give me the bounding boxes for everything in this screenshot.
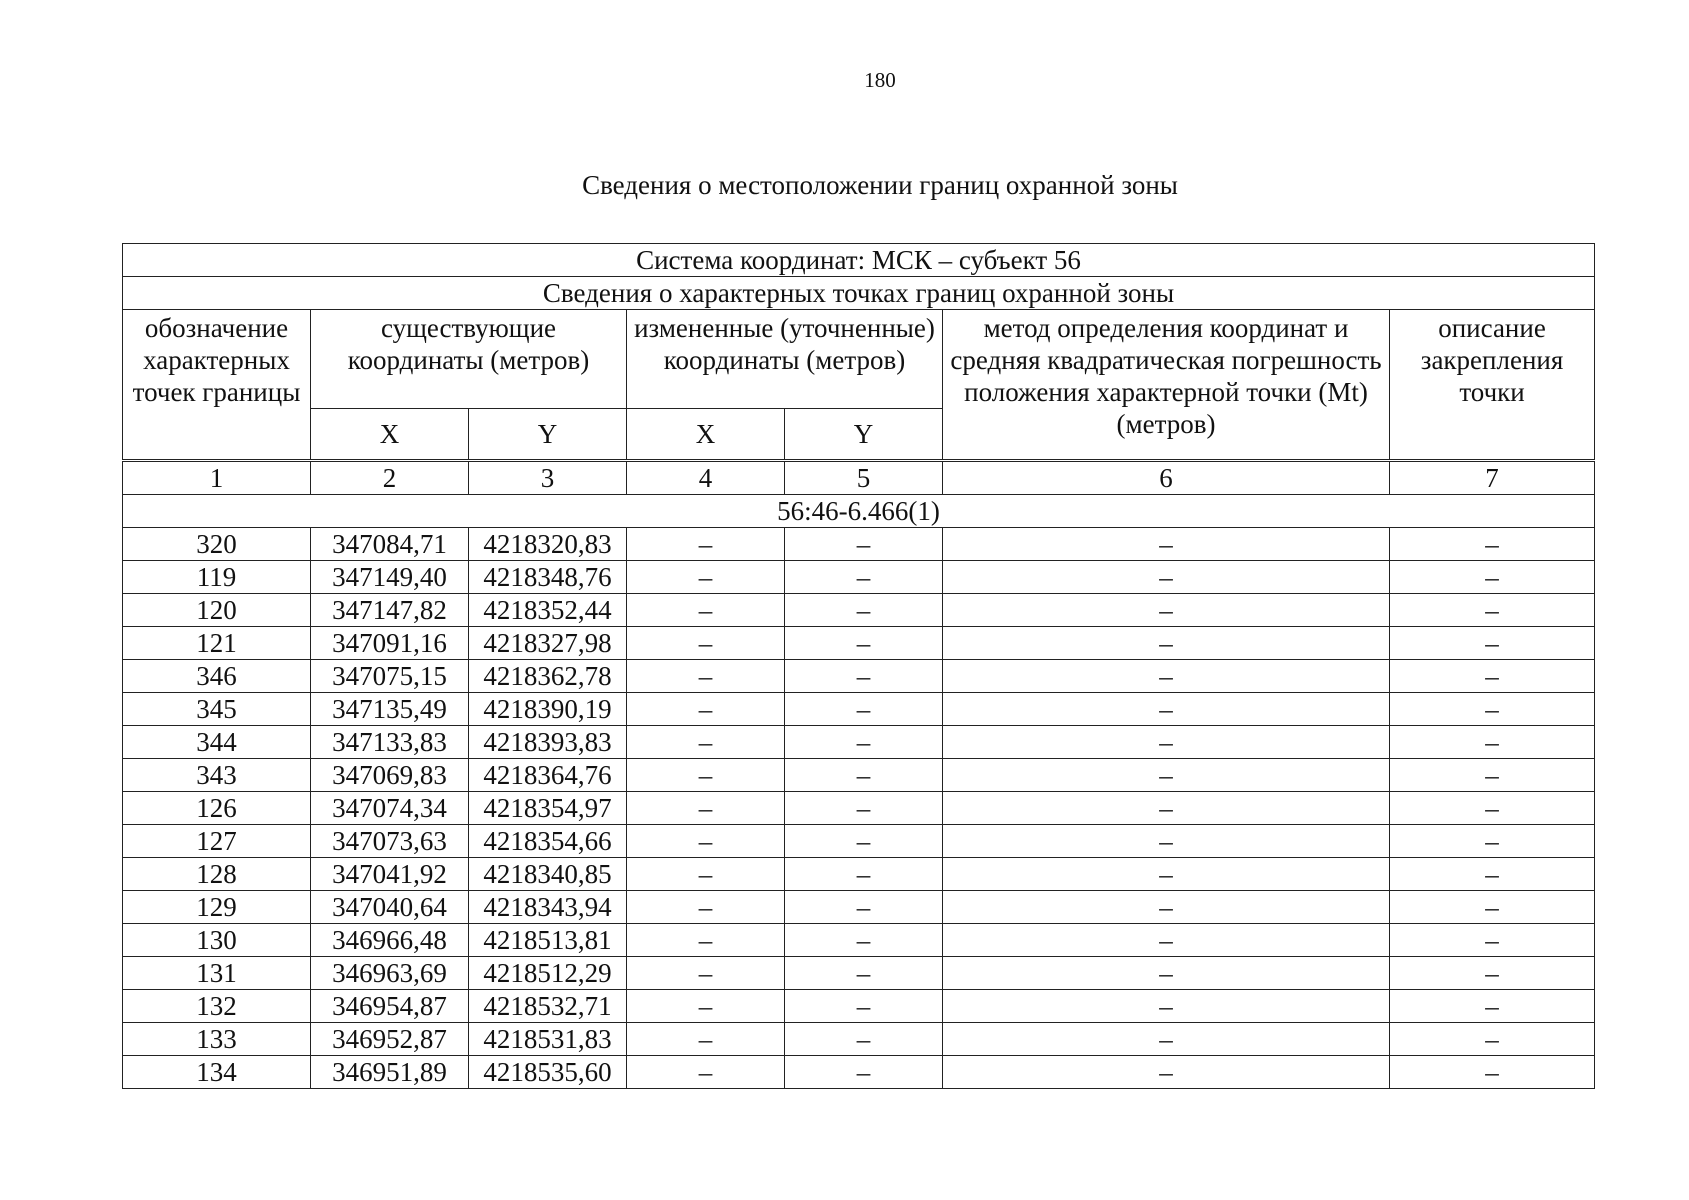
point-id-cell: 133 [123,1023,311,1056]
header-existing-y: Y [469,409,627,461]
changed-y-cell: – [785,660,943,693]
changed-y-cell: – [785,957,943,990]
existing-y-cell: 4218348,76 [469,561,627,594]
existing-y-cell: 4218354,66 [469,825,627,858]
method-cell: – [943,660,1390,693]
changed-y-cell: – [785,825,943,858]
existing-y-cell: 4218532,71 [469,990,627,1023]
coordinate-system-row [123,244,1595,277]
existing-x-cell: 346966,48 [311,924,469,957]
changed-y-cell: – [785,561,943,594]
point-id-cell: 129 [123,891,311,924]
header-changed-coordinates: измененные (уточненные) координаты (метров) [627,310,943,409]
method-cell: – [943,726,1390,759]
table-row [123,594,1595,627]
changed-y-cell: – [785,858,943,891]
existing-x-cell: 347069,83 [311,759,469,792]
column-number: 5 [785,461,943,495]
changed-x-cell: – [627,561,785,594]
description-cell: – [1390,792,1595,825]
coordinates-table [122,243,1595,1089]
existing-x-cell: 347073,63 [311,825,469,858]
description-cell: – [1390,1023,1595,1056]
description-cell: – [1390,561,1595,594]
header-description: описание закрепления точки [1390,310,1595,461]
description-cell: – [1390,759,1595,792]
group-label-row [123,495,1595,528]
table-row [123,1056,1595,1089]
coordinate-system-cell: Система координат: МСК – субъект 56 [123,244,1595,277]
column-number: 7 [1390,461,1595,495]
column-number: 2 [311,461,469,495]
header-changed-x: X [627,409,785,461]
column-number: 1 [123,461,311,495]
existing-x-cell: 347074,34 [311,792,469,825]
point-id-cell: 119 [123,561,311,594]
changed-y-cell: – [785,693,943,726]
existing-y-cell: 4218513,81 [469,924,627,957]
existing-x-cell: 347133,83 [311,726,469,759]
changed-y-cell: – [785,1056,943,1089]
changed-x-cell: – [627,825,785,858]
description-cell: – [1390,957,1595,990]
existing-y-cell: 4218362,78 [469,660,627,693]
point-id-cell: 130 [123,924,311,957]
table-row [123,858,1595,891]
table-row [123,990,1595,1023]
existing-y-cell: 4218364,76 [469,759,627,792]
method-cell: – [943,825,1390,858]
changed-x-cell: – [627,792,785,825]
changed-y-cell: – [785,990,943,1023]
point-id-cell: 126 [123,792,311,825]
changed-y-cell: – [785,759,943,792]
existing-x-cell: 346954,87 [311,990,469,1023]
method-cell: – [943,924,1390,957]
method-cell: – [943,891,1390,924]
column-number: 4 [627,461,785,495]
existing-x-cell: 347135,49 [311,693,469,726]
header-method: метод определения координат и средняя квадратическая погрешность положения характерной точки (Mt) (метров) [943,310,1390,461]
method-cell: – [943,1056,1390,1089]
method-cell: – [943,693,1390,726]
point-id-cell: 128 [123,858,311,891]
page-title: Сведения о местоположении границ охранной зоны [582,170,1178,200]
group-label-cell: 56:46-6.466(1) [123,495,1595,528]
method-cell: – [943,528,1390,561]
header-existing-coordinates: существующие координаты (метров) [311,310,627,409]
point-id-cell: 343 [123,759,311,792]
section-title-row [123,277,1595,310]
description-cell: – [1390,627,1595,660]
existing-x-cell: 346963,69 [311,957,469,990]
changed-x-cell: – [627,858,785,891]
existing-x-cell: 346952,87 [311,1023,469,1056]
method-cell: – [943,759,1390,792]
changed-y-cell: – [785,594,943,627]
existing-y-cell: 4218343,94 [469,891,627,924]
point-id-cell: 127 [123,825,311,858]
description-cell: – [1390,726,1595,759]
description-cell: – [1390,858,1595,891]
description-cell: – [1390,528,1595,561]
header-point-designation: обозначение характерных точек границы [123,310,311,461]
method-cell: – [943,858,1390,891]
changed-y-cell: – [785,726,943,759]
table-row [123,759,1595,792]
existing-y-cell: 4218340,85 [469,858,627,891]
header-changed-y: Y [785,409,943,461]
changed-x-cell: – [627,594,785,627]
method-cell: – [943,627,1390,660]
method-cell: – [943,561,1390,594]
table-row [123,660,1595,693]
description-cell: – [1390,990,1595,1023]
existing-x-cell: 346951,89 [311,1056,469,1089]
changed-x-cell: – [627,891,785,924]
existing-y-cell: 4218390,19 [469,693,627,726]
changed-x-cell: – [627,660,785,693]
existing-x-cell: 347147,82 [311,594,469,627]
method-cell: – [943,594,1390,627]
changed-x-cell: – [627,759,785,792]
description-cell: – [1390,1056,1595,1089]
existing-y-cell: 4218393,83 [469,726,627,759]
header-existing-x: X [311,409,469,461]
existing-y-cell: 4218352,44 [469,594,627,627]
column-number-row [123,461,1595,495]
table-row [123,627,1595,660]
existing-y-cell: 4218535,60 [469,1056,627,1089]
existing-y-cell: 4218531,83 [469,1023,627,1056]
column-number: 3 [469,461,627,495]
point-id-cell: 344 [123,726,311,759]
description-cell: – [1390,693,1595,726]
changed-x-cell: – [627,627,785,660]
existing-y-cell: 4218512,29 [469,957,627,990]
table-row [123,726,1595,759]
changed-x-cell: – [627,693,785,726]
changed-x-cell: – [627,990,785,1023]
existing-y-cell: 4218320,83 [469,528,627,561]
description-cell: – [1390,660,1595,693]
method-cell: – [943,990,1390,1023]
changed-y-cell: – [785,528,943,561]
page-number: 180 [864,68,896,92]
table-row [123,957,1595,990]
changed-x-cell: – [627,528,785,561]
point-id-cell: 131 [123,957,311,990]
existing-x-cell: 347041,92 [311,858,469,891]
table-row [123,561,1595,594]
existing-y-cell: 4218354,97 [469,792,627,825]
changed-x-cell: – [627,924,785,957]
table-row [123,528,1595,561]
existing-x-cell: 347149,40 [311,561,469,594]
changed-y-cell: – [785,792,943,825]
method-cell: – [943,1023,1390,1056]
point-id-cell: 346 [123,660,311,693]
existing-y-cell: 4218327,98 [469,627,627,660]
header-row [123,310,1595,409]
description-cell: – [1390,594,1595,627]
table-row [123,693,1595,726]
point-id-cell: 320 [123,528,311,561]
changed-x-cell: – [627,726,785,759]
existing-x-cell: 347040,64 [311,891,469,924]
section-title-cell: Сведения о характерных точках границ охранной зоны [123,277,1595,310]
table-row [123,891,1595,924]
changed-x-cell: – [627,1023,785,1056]
description-cell: – [1390,825,1595,858]
table-row [123,1023,1595,1056]
method-cell: – [943,957,1390,990]
point-id-cell: 120 [123,594,311,627]
point-id-cell: 121 [123,627,311,660]
changed-x-cell: – [627,1056,785,1089]
existing-x-cell: 347091,16 [311,627,469,660]
changed-x-cell: – [627,957,785,990]
existing-x-cell: 347084,71 [311,528,469,561]
changed-y-cell: – [785,1023,943,1056]
method-cell: – [943,792,1390,825]
description-cell: – [1390,924,1595,957]
changed-y-cell: – [785,891,943,924]
point-id-cell: 134 [123,1056,311,1089]
changed-y-cell: – [785,627,943,660]
table-row [123,924,1595,957]
point-id-cell: 132 [123,990,311,1023]
point-id-cell: 345 [123,693,311,726]
table-row [123,792,1595,825]
existing-x-cell: 347075,15 [311,660,469,693]
table-row [123,825,1595,858]
description-cell: – [1390,891,1595,924]
column-number: 6 [943,461,1390,495]
changed-y-cell: – [785,924,943,957]
